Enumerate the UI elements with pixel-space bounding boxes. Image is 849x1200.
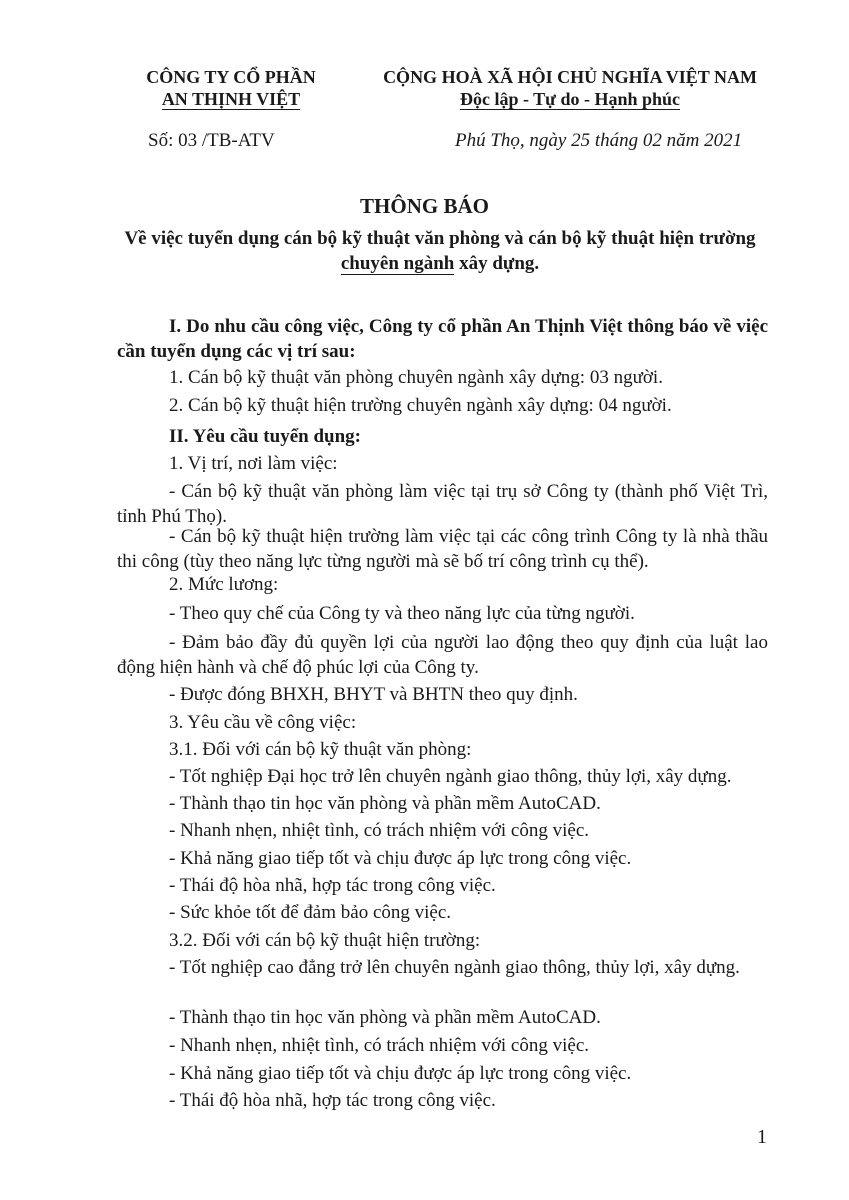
section-1-heading: I. Do nhu cầu công việc, Công ty cổ phần An Thịnh Việt thông báo về việc cần tuyển dụng các vị trí sau: bbox=[117, 316, 768, 362]
document-subtitle bbox=[100, 226, 780, 276]
company-name-line2: AN THỊNH VIỆT bbox=[161, 89, 301, 109]
site-req-1: - Tốt nghiệp cao đẳng trở lên chuyên ngành giao thông, thủy lợi, xây dựng. bbox=[169, 957, 740, 978]
subtitle-part3: xây dựng. bbox=[454, 253, 540, 274]
site-req-4: - Khả năng giao tiếp tốt và chịu được áp lực trong công việc. bbox=[169, 1063, 632, 1084]
date-line: Phú Thọ, ngày 25 tháng 02 năm 2021 bbox=[455, 130, 743, 151]
office-req-3: - Nhanh nhẹn, nhiệt tình, có trách nhiệm với công việc. bbox=[169, 820, 590, 841]
salary-item-2: - Đảm bảo đầy đủ quyền lợi của người lao động theo quy định của luật lao động hiện hành và chế độ phúc lợi của Công ty. bbox=[117, 632, 768, 678]
office-req-1: - Tốt nghiệp Đại học trở lên chuyên ngành giao thông, thủy lợi, xây dựng. bbox=[169, 766, 732, 787]
salary-item-1: - Theo quy chế của Công ty và theo năng lực của từng người. bbox=[169, 603, 635, 624]
company-name-line1: CÔNG TY CỔ PHẦN bbox=[146, 67, 316, 87]
office-req-5: - Thái độ hòa nhã, hợp tác trong công việc. bbox=[169, 875, 496, 896]
document-title: THÔNG BÁO bbox=[360, 194, 489, 218]
salary-heading: 2. Mức lương: bbox=[169, 574, 279, 595]
office-req-4: - Khả năng giao tiếp tốt và chịu được áp lực trong công việc. bbox=[169, 848, 632, 869]
nation-name: CỘNG HOÀ XÃ HỘI CHỦ NGHĨA VIỆT NAM bbox=[383, 67, 757, 87]
national-motto-block bbox=[372, 66, 768, 110]
office-req-6: - Sức khỏe tốt để đảm bảo công việc. bbox=[169, 902, 452, 923]
workplace-heading: 1. Vị trí, nơi làm việc: bbox=[169, 453, 338, 474]
office-requirements-heading: 3.1. Đối với cán bộ kỹ thuật văn phòng: bbox=[169, 739, 472, 760]
subtitle-part1: Về việc tuyển dụng cán bộ kỹ thuật văn phòng và cán bộ kỹ thuật hiện trường bbox=[124, 228, 756, 249]
document-number: Số: 03 /TB-ATV bbox=[148, 130, 275, 151]
site-req-2: - Thành thạo tin học văn phòng và phần mềm AutoCAD. bbox=[169, 1007, 601, 1028]
site-requirements-heading: 3.2. Đối với cán bộ kỹ thuật hiện trường: bbox=[169, 930, 481, 951]
workplace-site: - Cán bộ kỹ thuật hiện trường làm việc tại các công trình Công ty là nhà thầu thi công (tùy theo năng lực từng người mà sẽ bố trí công trình cụ thể). bbox=[117, 526, 768, 572]
site-req-5: - Thái độ hòa nhã, hợp tác trong công việc. bbox=[169, 1090, 496, 1111]
salary-item-3: - Được đóng BHXH, BHYT và BHTN theo quy định. bbox=[169, 684, 578, 705]
page-number: 1 bbox=[757, 1126, 767, 1148]
site-req-3: - Nhanh nhẹn, nhiệt tình, có trách nhiệm với công việc. bbox=[169, 1035, 590, 1056]
office-req-2: - Thành thạo tin học văn phòng và phần mềm AutoCAD. bbox=[169, 793, 601, 814]
workplace-office: - Cán bộ kỹ thuật văn phòng làm việc tại trụ sở Công ty (thành phố Việt Trì, tỉnh Phú Thọ). bbox=[117, 481, 768, 527]
subtitle-part2: chuyên ngành bbox=[340, 253, 455, 274]
section-2-heading: II. Yêu cầu tuyển dụng: bbox=[169, 426, 361, 447]
position-2: 2. Cán bộ kỹ thuật hiện trường chuyên ngành xây dựng: 04 người. bbox=[169, 395, 672, 416]
job-requirements-heading: 3. Yêu cầu về công việc: bbox=[169, 712, 357, 733]
company-name-block bbox=[120, 66, 342, 110]
position-1: 1. Cán bộ kỹ thuật văn phòng chuyên ngành xây dựng: 03 người. bbox=[169, 367, 663, 388]
nation-motto: Độc lập - Tự do - Hạnh phúc bbox=[459, 89, 681, 109]
